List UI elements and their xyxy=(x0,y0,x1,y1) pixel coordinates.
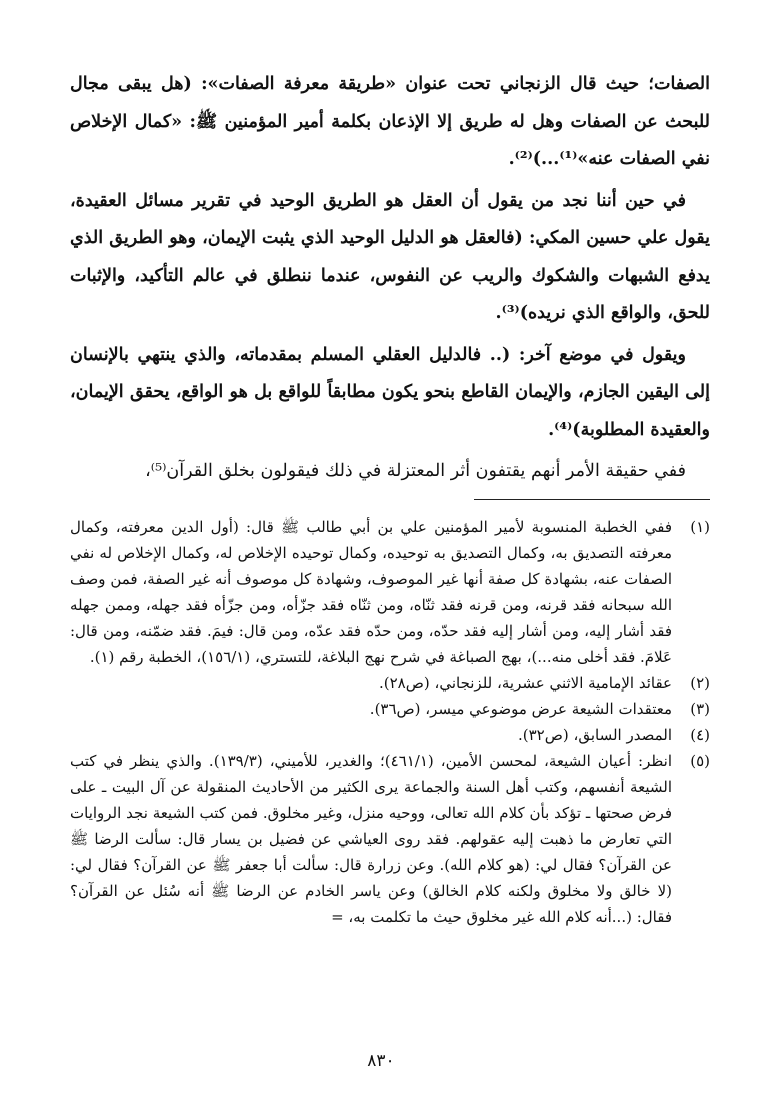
footnote-number: (٥) xyxy=(690,751,710,770)
footnote-text: انظر: أعيان الشيعة، لمحسن الأمين، (٤٦١/١)؛ والغدير، للأميني، (١٣٩/٣). والذي ينظر في كتب الشيعة أنفسهم، وكتب أهل السنة والجماعة يرى الكثير من الأحاديث المنقولة عن آل البيت ـ على فرض صحتها ـ تؤكد بأن كلام الله تعالى، ووحيه منزل، وغير مخلوق. فمن كتب الشيعة نجد الروايات التي تعارض ما ذهبت إليه عقولهم. فقد روى العياشي عن فضيل بن يسار قال: سألت الرضا ﷺ عن القرآن؟ فقال لي: (هو كلام الله). وعن زرارة قال: سألت أبا جعفر ﷺ عن القرآن؟ فقال لي: (لا خالق ولا مخلوق ولكنه كلام الخالق) وعن ياسر الخادم عن الرضا ﷺ أنه سُئل عن القرآن؟ فقال: (...أنه كلام الله غير مخلوق حيث ما تكلمت به، = xyxy=(70,751,672,926)
footnote-separator xyxy=(474,499,710,500)
page-number: ٨٣٠ xyxy=(367,1051,395,1071)
footnote-text: ففي الخطبة المنسوبة لأمير المؤمنين علي بن أبي طالب ﷺ قال: (أول الدين معرفته، وكمال معرفته التصديق به، وكمال التصديق به توحيده، وكمال توحيده الإخلاص له، وكمال الإخلاص له نفي الصفات عنه، بشهادة كل صفة أنها غير الموصوف، وشهادة كل موصوف أنه غير الصفة، فمن وصف الله سبحانه فقد قرنه، ومن قرنه فقد ثنّاه، ومن ثنّاه فقد جزّأه، ومن جزّأه فقد جهله، وممن جهله فقد أشار إليه، ومن أشار إليه فقد حدّه، ومن حدّه فقد عدّه، ومن قال: فيمَ. فقد ضمّنه، ومن قال: عَلامَ. فقد أخلى منه...)، بهج الصباغة في شرح نهج البلاغة، للتستري، (١٥٦/١)، الخطبة رقم (١). xyxy=(70,517,672,666)
footnote-text: المصدر السابق، (ص٣٢). xyxy=(517,725,672,744)
footnote-text: معتقدات الشيعة عرض موضوعي ميسر، (ص٣٦). xyxy=(369,699,672,718)
footnote-text: عقائد الإمامية الاثني عشرية، للزنجاني، (ص٢٨). xyxy=(378,673,672,692)
footnote-2 xyxy=(70,670,710,696)
footnote-number: (١) xyxy=(690,517,710,536)
footnote-1 xyxy=(70,514,710,670)
footnote-5 xyxy=(70,748,710,930)
footnote-4 xyxy=(70,722,710,748)
footnote-number: (٤) xyxy=(690,725,710,744)
footnote-3 xyxy=(70,696,710,722)
paragraph-1: الصفات؛ حيث قال الزنجاني تحت عنوان «طريقة معرفة الصفات»: (هل يبقى مجال للبحث عن الصفات وهل له طريق إلا الإذعان بكلمة أمير المؤمنين ﷺ: «كمال الإخلاص نفي الصفات عنه»⁽¹⁾...)⁽²⁾. xyxy=(70,74,710,169)
page xyxy=(70,66,710,1106)
footnote-number: (٢) xyxy=(690,673,710,692)
main-text xyxy=(70,66,710,491)
paragraph-3: ويقول في موضع آخر: (.. فالدليل العقلي المسلم بمقدماته، والذي ينتهي بالإنسان إلى اليقين الجازم، والإيمان القاطع بنحو يكون مطابقاً للواقع بل هو الواقع، يحقق الإيمان، والعقيدة المطلوبة)⁽⁴⁾. xyxy=(70,344,710,440)
footnotes xyxy=(70,514,710,930)
paragraph-4: ففي حقيقة الأمر أنهم يقتفون أثر المعتزلة في ذلك فيقولون بخلق القرآن⁽⁵⁾، xyxy=(145,461,686,481)
footnote-number: (٣) xyxy=(690,699,710,718)
paragraph-2: في حين أننا نجد من يقول أن العقل هو الطريق الوحيد في تقرير مسائل العقيدة، يقول علي حسين المكي: (فالعقل هو الدليل الوحيد الذي يثبت الإيمان، وهو الطريق الذي يدفع الشبهات والشكوك والريب عن النفوس، عندما ننطلق في عالم التأكيد، والإثبات للحق، والواقع الذي نريده)⁽³⁾. xyxy=(70,190,710,323)
